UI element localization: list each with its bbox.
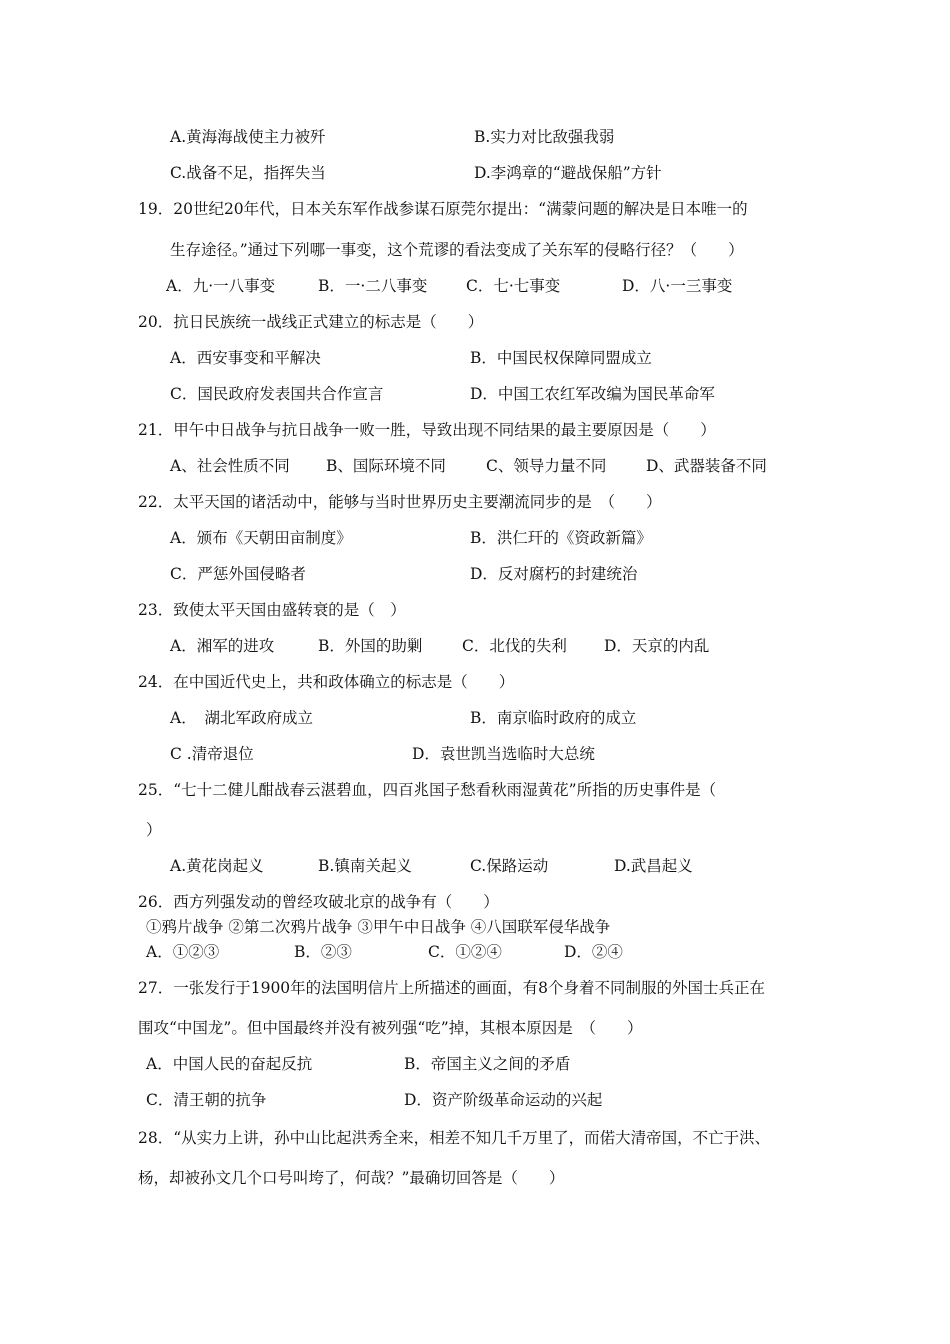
q20-option-a: A．西安事变和平解决	[170, 349, 321, 367]
q24-option-a: A． 湖北军政府成立	[170, 709, 313, 727]
q23-stem: 23．致使太平天国由盛转衰的是（ ）	[138, 601, 406, 619]
q26-option-b: B．②③	[294, 943, 352, 961]
q27-option-a: A．中国人民的奋起反抗	[146, 1055, 313, 1073]
q21-stem: 21．甲午中日战争与抗日战争一败一胜，导致出现不同结果的最主要原因是（ ）	[138, 421, 716, 439]
q27-stem-line2: 围攻“中国龙”。但中国最终并没有被列强“吃”掉，其根本原因是 （ ）	[138, 1019, 643, 1037]
q21-option-c: C、领导力量不同	[486, 457, 607, 475]
q24-option-b: B．南京临时政府的成立	[470, 709, 637, 727]
q24-stem: 24．在中国近代史上，共和政体确立的标志是（ ）	[138, 673, 515, 691]
q22-option-a: A．颁布《天朝田亩制度》	[170, 529, 352, 547]
q25-stem-line2: ）	[146, 821, 162, 839]
q23-option-a: A．湘军的进攻	[170, 637, 275, 655]
q22-option-d: D．反对腐朽的封建统治	[470, 565, 638, 583]
q23-option-d: D．天京的内乱	[604, 637, 710, 655]
q22-option-c: C．严惩外国侵略者	[170, 565, 306, 583]
q24-option-c: C .清帝退位	[170, 745, 254, 763]
q19-stem-line2: 生存途径。”通过下列哪一事变，这个荒谬的看法变成了关东军的侵略行径？（ ）	[170, 241, 744, 259]
q23-option-c: C．北伐的失利	[462, 637, 567, 655]
q27-stem-line1: 27．一张发行于1900年的法国明信片上所描述的画面，有8个身着不同制服的外国士兵正在	[138, 979, 766, 997]
q25-option-c: C.保路运动	[470, 857, 549, 875]
q18-option-d: D.李鸿章的“避战保船”方针	[474, 164, 662, 182]
q23-option-b: B．外国的助剿	[318, 637, 423, 655]
q27-option-d: D．资产阶级革命运动的兴起	[404, 1091, 603, 1109]
q19-stem-line1: 19．20世纪20年代，日本关东军作战参谋石原莞尔提出：“满蒙问题的解决是日本唯一的	[138, 200, 748, 218]
q27-option-c: C．清王朝的抗争	[146, 1091, 267, 1109]
q22-stem: 22．太平天国的诸活动中，能够与当时世界历史主要潮流同步的是 （ ）	[138, 493, 662, 511]
q24-option-d: D．袁世凯当选临时大总统	[412, 745, 595, 763]
q19-option-d: D．八·一三事变	[622, 277, 733, 295]
q25-option-b: B.镇南关起义	[318, 857, 412, 875]
q25-stem-line1: 25．“七十二健儿酣战春云湛碧血，四百兆国子愁看秋雨湿黄花”所指的历史事件是（	[138, 781, 717, 799]
q21-option-b: B、国际环境不同	[326, 457, 446, 475]
q20-stem: 20．抗日民族统一战线正式建立的标志是（ ）	[138, 313, 484, 331]
q19-option-b: B．一·二八事变	[318, 277, 428, 295]
q26-option-c: C．①②④	[428, 943, 502, 961]
q28-stem-line2: 杨，却被孙文几个口号叫垮了，何哉？”最确切回答是（ ）	[138, 1169, 565, 1187]
q26-option-d: D．②④	[564, 943, 623, 961]
q20-option-d: D．中国工农红军改编为国民革命军	[470, 385, 715, 403]
q18-option-b: B.实力对比敌强我弱	[474, 128, 615, 146]
q26-items: ①鸦片战争 ②第二次鸦片战争 ③甲午中日战争 ④八国联军侵华战争	[146, 918, 611, 936]
q21-option-d: D、武器装备不同	[646, 457, 767, 475]
q22-option-b: B．洪仁玕的《资政新篇》	[470, 529, 652, 547]
q18-option-c: C.战备不足，指挥失当	[170, 164, 326, 182]
q27-option-b: B．帝国主义之间的矛盾	[404, 1055, 571, 1073]
q19-option-c: C．七·七事变	[466, 277, 561, 295]
q20-option-c: C．国民政府发表国共合作宣言	[170, 385, 384, 403]
q18-option-a: A.黄海海战使主力被歼	[170, 128, 326, 146]
q25-option-d: D.武昌起义	[614, 857, 693, 875]
q25-option-a: A.黄花岗起义	[170, 857, 264, 875]
q21-option-a: A、社会性质不同	[170, 457, 290, 475]
q19-option-a: A．九·一八事变	[166, 277, 276, 295]
q26-option-a: A．①②③	[146, 943, 220, 961]
q20-option-b: B．中国民权保障同盟成立	[470, 349, 652, 367]
q28-stem-line1: 28．“从实力上讲，孙中山比起洪秀全来，相差不知几千万里了，而偌大清帝国，不亡于洪、	[138, 1129, 771, 1147]
q26-stem: 26．西方列强发动的曾经攻破北京的战争有（ ）	[138, 893, 499, 911]
